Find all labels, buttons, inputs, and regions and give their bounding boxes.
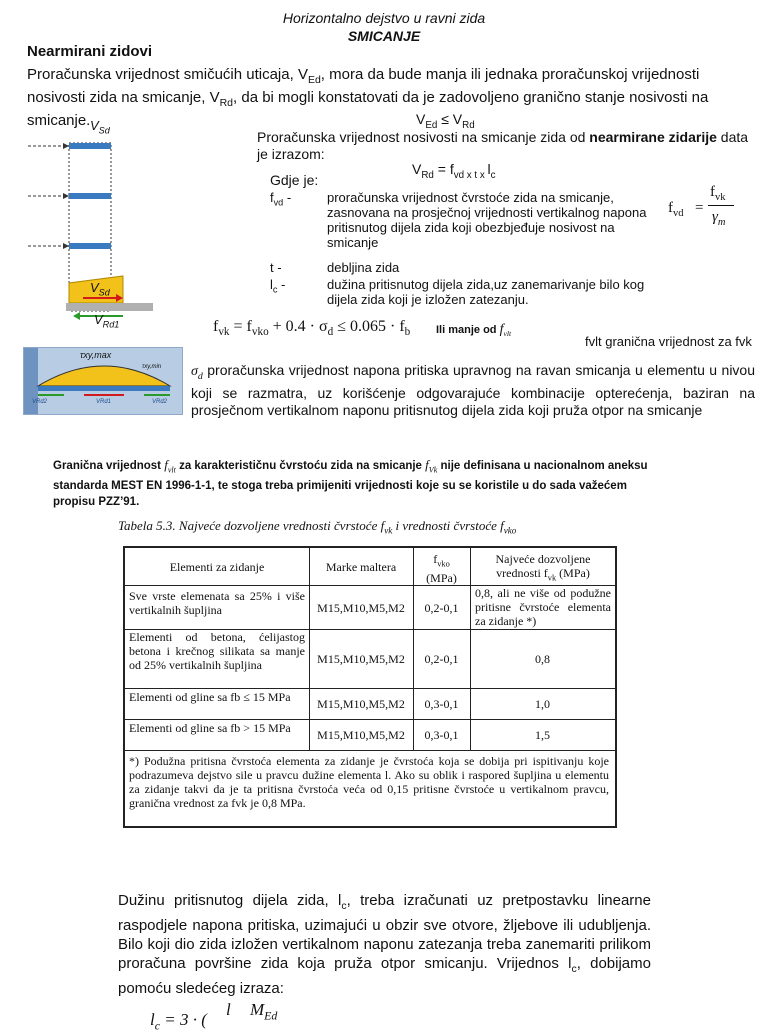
condition-formula: $V_{Ed} \le V_{Rd}$ [416,111,475,131]
shear-stress-diagram [23,347,183,415]
vrd2-left-label: VRd2 [32,399,48,405]
design-value-text: Proračunska vrijednost nosivosti na smicanje zida od nearmirane zidarije data je izrazom: [257,129,749,162]
def-sym-t: t - [270,260,282,275]
vsd-bottom-label: $V_{Sd}$ [90,280,110,298]
def-text-lc: dužina pritisnutog dijela zida,uz zanemarivanje bilo kog dijela zida koji je izložen zatezanju. [327,277,645,307]
table-row-3-fvk: 1,0 [535,697,550,711]
table-row-3-mortar: M15,M10,M5,M2 [317,697,405,711]
def-sym-lc: $l_c$ - [270,277,286,295]
table-row-4-mortar: M15,M10,M5,M2 [317,728,405,742]
vrd-label: $V_{Rd1}$ [94,312,120,330]
table-footnote: *) Podužna pritisna čvrstoća elementa za zidanje je čvrstoća koja se dobija pri ispitivanju koje podrazumeva dejstvo sile u pravcu dužine elementa l. Ako su oblik i raspored šupljina u elementu za zidanje takvi da je ta pritisna čvrstoća veća od 0,15 pritisne čvrstoće u vertikalnom pravcu, granična vrednost za fvk je 0,8 MPa. [129,754,609,810]
table-row-1-fvk: 0,8, ali ne više od podužne pritisne čvrstoće elementa za zidanje *) [475,586,611,628]
table-caption: Tabela 5.3. Najveće dozvoljene vrednosti čvrstoće $f_{vk}$ i vrednosti čvrstoće $f_{vko}$ [118,518,517,536]
page-title: Horizontalno dejstvo u ravni zida [282,10,486,26]
header-elements: Elementi za zidanje [169,560,265,574]
table-row-2-element: Elementi od betona, ćelijastog betona i krečnog silikata sa manje od 25% vertikalnih šupljina [129,630,305,672]
fvk-limit-note: Ili manje od $f_{vlt}$ [436,322,512,339]
table-row-1-mortar: M15,M10,M5,M2 [317,601,405,615]
intro-paragraph: Proračunska vrijednost smičućih uticaja, $V_{Ed}$, mora da bude manja ili jednaka proračunskoj vrijednosti nosivosti zida na smicanje, $V_{Rd}$, da bi mogli konstatovati da je zadovoljeno granično stanje nosivosti na smicanje. [27,66,709,129]
def-sym-fvd: $f_{vd}$ - [270,190,292,208]
table-row-4-fvko: 0,3-0,1 [424,728,459,742]
txy-min-label: τxy,min [142,364,162,370]
table-row-2-fvko: 0,2-0,1 [424,652,459,666]
fvd-formula: $f_{vd}$ = $f_{vk}$ $\gamma_m$ [668,184,748,234]
section-title: Nearmirani zidovi [27,43,153,60]
vsd-top-label: $V_{Sd}$ [90,118,110,136]
table-row-2-fvk: 0,8 [535,652,550,666]
table-row-3-fvko: 0,3-0,1 [424,697,459,711]
national-annex-note: Granična vrijednost $f_{vlt}$ za karakterističnu čvrstoću zida na smicanje $f_{Vk}$ nije definisana u nacionalnom aneksu standarda MEST EN 1996-1-1, te stoga treba primijeniti vrijednosti koje su se koristile u do sada važećem propisu PZZ’91. [53,457,648,509]
page-subtitle: SMICANJE [347,28,421,44]
where-label: Gdje je: [270,172,319,188]
header-fvk: Najveće dozvoljene vrednosti $f_{vk}$ (MPa) [495,552,591,583]
sigma-definition: $\sigma_d$ proračunska vrijednost napona pritiska upravnog na ravan smicanja u elementu u nivou koji se razmatra, uz korišćenje odgovarajuće kombinacije opterećenja, baziran na prosječnom vertikalnom naponu pritisnutog dijela zida koji pruža otpor na smicanje [191,362,755,418]
bottom-paragraph: Dužinu pritisnutog dijela zida, $l_c$, treba izračunati uz pretpostavku linearne raspodjele napona pritiska, uzimajući u obzir sve otvore, žljebove ili udubljenja. Bilo koji dio zida izložen vertikalnom naponu zatezanja treba zanemariti prilikom proračuna površine zida koja pruža otpor smicanju. Vrijednos $l_c$, dobijamo pomoću sledećeg izraza: [118,892,651,997]
fvlt-definition: fvlt granična vrijednost za fvk [585,334,752,349]
header-mortar: Marke maltera [325,560,397,574]
table-row-2-mortar: M15,M10,M5,M2 [317,652,405,666]
table-row-1-fvko: 0,2-0,1 [424,601,459,615]
fvk-formula: $f_{vk} = f_{vko} + 0.4 \cdot \sigma_d \le 0.065 \cdot f_b$ [213,318,411,339]
table-row-4-element: Elementi od gline sa fb > 15 MPa [129,721,291,735]
lc-formula: $l_c = 3$ · ( l $M_{Ed}$ [150,1000,278,1033]
def-text-t: debljina zida [327,260,400,275]
header-fvko: $f_{vko}$ (MPa) [426,552,457,586]
def-text-fvd: proračunska vrijednost čvrstoće zida na smicanje, zasnovana na prosječnoj vrijednosti vertikalnog napona pritisnutog dijela zida koji obezbjeđuje nosivost na smicanje [327,190,647,250]
txy-max-label: τxy,max [80,350,112,360]
vrd2-right-label: VRd2 [152,399,168,405]
shear-strength-table [123,546,617,828]
vrd1-label: VRd1 [96,399,112,405]
table-row-3-element: Elementi od gline sa fb ≤ 15 MPa [129,690,291,704]
table-row-1-element: Sve vrste elemenata sa 25% i više vertikalnih šupljina [129,589,305,617]
table-row-4-fvk: 1,5 [535,728,550,742]
vrd-formula: $V_{Rd} = f_{vd x t x}$ $l_c$ [412,161,496,181]
wall-shear-diagram [28,118,168,328]
